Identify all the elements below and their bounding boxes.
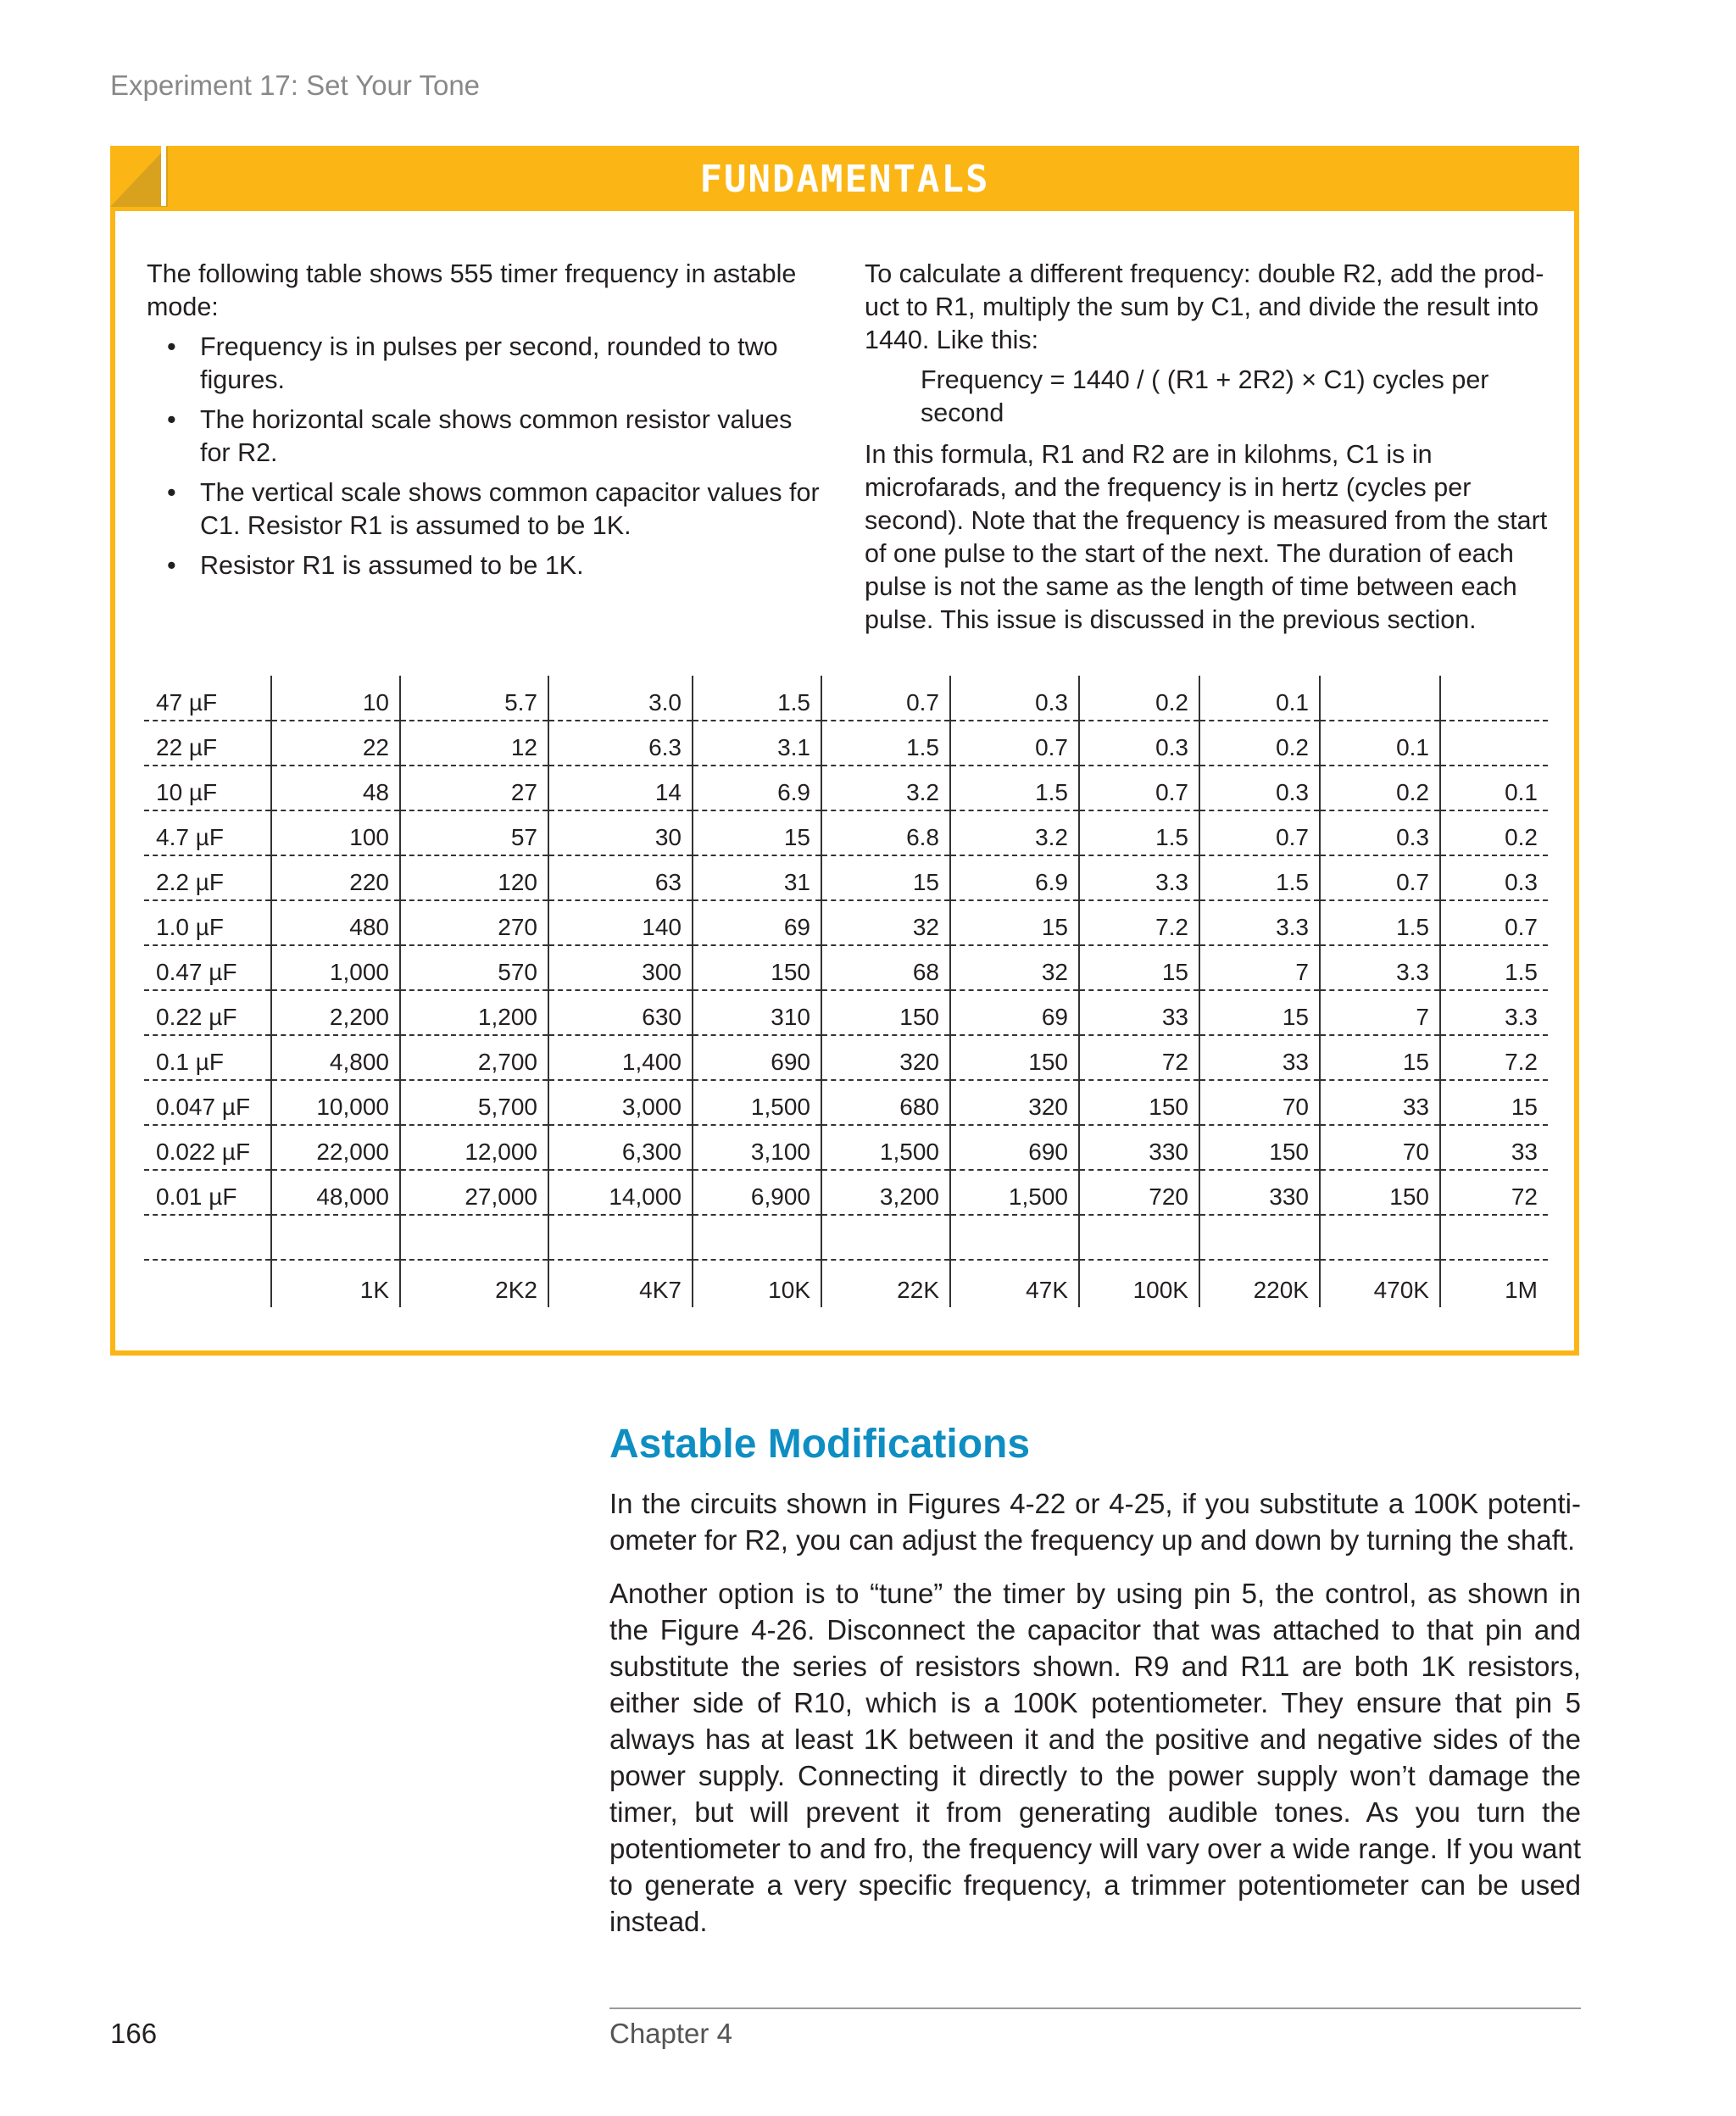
frequency-cell: 3.2: [821, 766, 950, 810]
frequency-cell: 3,100: [693, 1125, 821, 1170]
body-paragraph: Another option is to “tune” the timer by using pin 5, the control, as shown in the Figure 4-26. Disconnect the capacitor that was attached to that pin and substitute the series of resistors shown. R9 and R11 are both 1K resistors, either side of R10, which is a 100K potentiometer. They ensure that pin 5 always has at least 1K between it and the positive and negative sides of the power supply. Connecting it directly to the power supply won’t damage the timer, but will prevent it from generating audible tones. As you turn the potentiometer to and fro, the frequency will vary over a wide range. If you want to generate a very specific frequency, a trimmer potentiometer can be used instead.: [609, 1578, 1581, 1937]
frequency-cell: 22,000: [271, 1125, 400, 1170]
frequency-cell: 6.8: [821, 810, 950, 855]
frequency-cell: 300: [548, 945, 693, 990]
calc-paragraph: To calculate a different frequency: double R2, add the prod-uct to R1, multiply the sum by C1, and divide the result into 1440. Like this:: [865, 259, 1544, 354]
capacitor-label: 0.047 µF: [144, 1080, 271, 1125]
frequency-cell: 12,000: [400, 1125, 548, 1170]
frequency-cell: 6.3: [548, 721, 693, 766]
resistor-label: 47K: [950, 1260, 1079, 1307]
frequency-cell: 680: [821, 1080, 950, 1125]
frequency-cell: 100: [271, 810, 400, 855]
frequency-cell: 1.5: [821, 721, 950, 766]
bullet-item: • The vertical scale shows common capacitor values for C1. Resistor R1 is assumed to be 1K.: [147, 476, 825, 543]
frequency-cell: 10,000: [271, 1080, 400, 1125]
empty-cell: [1320, 1215, 1440, 1260]
frequency-cell: 480: [271, 900, 400, 945]
section-heading: Astable Modifications: [609, 1422, 1031, 1467]
frequency-cell: 270: [400, 900, 548, 945]
capacitor-label: 10 µF: [144, 766, 271, 810]
capacitor-label: 0.022 µF: [144, 1125, 271, 1170]
frequency-cell: 0.2: [1320, 766, 1440, 810]
capacitor-label: 0.22 µF: [144, 990, 271, 1035]
empty-cell: [271, 1215, 400, 1260]
frequency-cell: [1440, 721, 1548, 766]
frequency-cell: 0.1: [1199, 676, 1320, 721]
frequency-cell: 1,500: [821, 1125, 950, 1170]
frequency-cell: 1.5: [1440, 945, 1548, 990]
frequency-cell: 310: [693, 990, 821, 1035]
table-row: [144, 676, 1548, 721]
frequency-cell: 63: [548, 855, 693, 900]
frequency-cell: 0.7: [1199, 810, 1320, 855]
table-row: [144, 1035, 1548, 1080]
bullet-list: [147, 331, 825, 582]
frequency-cell: 150: [1079, 1080, 1199, 1125]
frequency-cell: 330: [1199, 1170, 1320, 1215]
frequency-cell: 0.3: [1440, 855, 1548, 900]
capacitor-label: 2.2 µF: [144, 855, 271, 900]
table-row: [144, 1125, 1548, 1170]
frequency-cell: 690: [693, 1035, 821, 1080]
frequency-cell: 5,700: [400, 1080, 548, 1125]
frequency-cell: 32: [950, 945, 1079, 990]
frequency-cell: 0.2: [1199, 721, 1320, 766]
frequency-cell: 1.5: [1199, 855, 1320, 900]
frequency-cell: 12: [400, 721, 548, 766]
frequency-cell: 3.0: [548, 676, 693, 721]
frequency-table: [144, 676, 1548, 1307]
frequency-cell: 3.1: [693, 721, 821, 766]
frequency-cell: 48,000: [271, 1170, 400, 1215]
frequency-cell: 0.7: [821, 676, 950, 721]
frequency-cell: 1,500: [950, 1170, 1079, 1215]
frequency-cell: 150: [950, 1035, 1079, 1080]
frequency-cell: 15: [950, 900, 1079, 945]
table-row: [144, 900, 1548, 945]
fundamentals-left-column: [147, 258, 825, 589]
frequency-cell: 0.1: [1320, 721, 1440, 766]
formula-explanation: In this formula, R1 and R2 are in kilohms, C1 is in microfarads, and the frequency is in hertz (cycles per second). Note that the frequency is measured from the start of one pulse to the start of the next. The duration of each pulse is not the same as the length of time between each pulse. This issue is discussed in the previous section.: [865, 440, 1548, 634]
frequency-cell: 630: [548, 990, 693, 1035]
frequency-cell: 31: [693, 855, 821, 900]
resistor-label: 10K: [693, 1260, 821, 1307]
frequency-cell: 6,900: [693, 1170, 821, 1215]
frequency-cell: 3.3: [1320, 945, 1440, 990]
frequency-cell: 1.5: [693, 676, 821, 721]
bullet-item: • Frequency is in pulses per second, rounded to two figures.: [147, 331, 825, 397]
table-row: [144, 990, 1548, 1035]
frequency-cell: 14: [548, 766, 693, 810]
frequency-cell: 15: [1320, 1035, 1440, 1080]
frequency-cell: 15: [1079, 945, 1199, 990]
frequency-cell: 3.3: [1440, 990, 1548, 1035]
frequency-cell: 0.7: [1440, 900, 1548, 945]
frequency-cell: 7.2: [1079, 900, 1199, 945]
frequency-cell: 7: [1199, 945, 1320, 990]
resistor-label: 22K: [821, 1260, 950, 1307]
frequency-cell: 70: [1320, 1125, 1440, 1170]
frequency-cell: 570: [400, 945, 548, 990]
frequency-cell: 0.2: [1079, 676, 1199, 721]
frequency-cell: 0.7: [950, 721, 1079, 766]
frequency-cell: 0.7: [1079, 766, 1199, 810]
resistor-label: 1M: [1440, 1260, 1548, 1307]
body-paragraph: In the circuits shown in Figures 4-22 or 4-25, if you substitute a 100K potenti-ometer for R2, you can adjust the frequency up and down by turning the shaft.: [609, 1488, 1581, 1556]
resistor-label: 1K: [271, 1260, 400, 1307]
frequency-cell: 2,200: [271, 990, 400, 1035]
frequency-cell: 15: [821, 855, 950, 900]
frequency-cell: 120: [400, 855, 548, 900]
frequency-cell: 220: [271, 855, 400, 900]
empty-cell: [1440, 1215, 1548, 1260]
frequency-cell: 6,300: [548, 1125, 693, 1170]
empty-cell: [144, 1215, 271, 1260]
frequency-cell: 150: [821, 990, 950, 1035]
frequency-cell: 3.2: [950, 810, 1079, 855]
frequency-cell: 1.5: [950, 766, 1079, 810]
frequency-cell: 69: [950, 990, 1079, 1035]
frequency-cell: 1.5: [1320, 900, 1440, 945]
frequency-cell: [1320, 676, 1440, 721]
resistor-label: 4K7: [548, 1260, 693, 1307]
fundamentals-title: FUNDAMENTALS: [699, 158, 990, 201]
frequency-cell: 32: [821, 900, 950, 945]
resistor-row: [144, 1260, 1548, 1307]
frequency-cell: 3.3: [1199, 900, 1320, 945]
frequency-cell: 1,000: [271, 945, 400, 990]
capacitor-label: 1.0 µF: [144, 900, 271, 945]
frequency-cell: 5.7: [400, 676, 548, 721]
frequency-cell: 7: [1320, 990, 1440, 1035]
resistor-label: 100K: [1079, 1260, 1199, 1307]
resistor-label: 220K: [1199, 1260, 1320, 1307]
empty-cell: [144, 1260, 271, 1307]
frequency-cell: 72: [1440, 1170, 1548, 1215]
chapter-label: Chapter 4: [609, 2018, 732, 2049]
capacitor-label: 47 µF: [144, 676, 271, 721]
table-row: [144, 1170, 1548, 1215]
frequency-cell: 7.2: [1440, 1035, 1548, 1080]
frequency-cell: 3.3: [1079, 855, 1199, 900]
capacitor-label: 0.47 µF: [144, 945, 271, 990]
frequency-cell: 0.3: [1320, 810, 1440, 855]
frequency-cell: 14,000: [548, 1170, 693, 1215]
frequency-cell: 0.3: [950, 676, 1079, 721]
frequency-cell: 30: [548, 810, 693, 855]
table-row: [144, 721, 1548, 766]
table-spacer-row: [144, 1215, 1548, 1260]
bullet-item: • The horizontal scale shows common resistor values for R2.: [147, 404, 825, 470]
table-row: [144, 1080, 1548, 1125]
table-row: [144, 766, 1548, 810]
footer-rule: [609, 2007, 1581, 2009]
frequency-cell: 150: [693, 945, 821, 990]
frequency-cell: 33: [1320, 1080, 1440, 1125]
frequency-cell: 150: [1320, 1170, 1440, 1215]
frequency-cell: 320: [950, 1080, 1079, 1125]
frequency-cell: 1.5: [1079, 810, 1199, 855]
frequency-cell: 57: [400, 810, 548, 855]
empty-cell: [548, 1215, 693, 1260]
resistor-label: 2K2: [400, 1260, 548, 1307]
frequency-cell: 72: [1079, 1035, 1199, 1080]
frequency-cell: 720: [1079, 1170, 1199, 1215]
running-head: Experiment 17: Set Your Tone: [110, 70, 481, 101]
frequency-cell: 15: [1199, 990, 1320, 1035]
frequency-cell: 150: [1199, 1125, 1320, 1170]
frequency-cell: 27: [400, 766, 548, 810]
frequency-cell: 6.9: [950, 855, 1079, 900]
empty-cell: [400, 1215, 548, 1260]
frequency-cell: 330: [1079, 1125, 1199, 1170]
empty-cell: [950, 1215, 1079, 1260]
table-row: [144, 810, 1548, 855]
frequency-cell: 22: [271, 721, 400, 766]
frequency-cell: 27,000: [400, 1170, 548, 1215]
empty-cell: [1079, 1215, 1199, 1260]
frequency-cell: 68: [821, 945, 950, 990]
frequency-cell: 33: [1199, 1035, 1320, 1080]
frequency-cell: 6.9: [693, 766, 821, 810]
frequency-formula: Frequency = 1440 / ( (R1 + 2R2) × C1) cycles per second: [921, 365, 1489, 427]
frequency-cell: 320: [821, 1035, 950, 1080]
resistor-label: 470K: [1320, 1260, 1440, 1307]
frequency-cell: 3,200: [821, 1170, 950, 1215]
frequency-cell: 3,000: [548, 1080, 693, 1125]
bullet-item: • Resistor R1 is assumed to be 1K.: [147, 549, 825, 582]
frequency-cell: 1,500: [693, 1080, 821, 1125]
frequency-cell: 0.2: [1440, 810, 1548, 855]
table-row: [144, 945, 1548, 990]
empty-cell: [693, 1215, 821, 1260]
fundamentals-right-column: [865, 258, 1560, 643]
frequency-cell: 140: [548, 900, 693, 945]
frequency-cell: 4,800: [271, 1035, 400, 1080]
frequency-cell: 0.3: [1079, 721, 1199, 766]
frequency-cell: 0.7: [1320, 855, 1440, 900]
frequency-cell: 0.1: [1440, 766, 1548, 810]
frequency-cell: 69: [693, 900, 821, 945]
frequency-cell: 15: [1440, 1080, 1548, 1125]
frequency-cell: 33: [1440, 1125, 1548, 1170]
frequency-cell: 15: [693, 810, 821, 855]
frequency-cell: 0.3: [1199, 766, 1320, 810]
frequency-cell: 690: [950, 1125, 1079, 1170]
frequency-cell: 2,700: [400, 1035, 548, 1080]
capacitor-label: 0.01 µF: [144, 1170, 271, 1215]
frequency-cell: 70: [1199, 1080, 1320, 1125]
table-intro: The following table shows 555 timer frequency in astable mode:: [147, 259, 797, 321]
capacitor-label: 22 µF: [144, 721, 271, 766]
page-number: 166: [110, 2018, 158, 2049]
empty-cell: [821, 1215, 950, 1260]
section-body: [609, 1485, 1581, 1957]
frequency-cell: [1440, 676, 1548, 721]
empty-cell: [1199, 1215, 1320, 1260]
frequency-cell: 33: [1079, 990, 1199, 1035]
table-row: [144, 855, 1548, 900]
capacitor-label: 0.1 µF: [144, 1035, 271, 1080]
frequency-cell: 1,400: [548, 1035, 693, 1080]
frequency-cell: 10: [271, 676, 400, 721]
frequency-cell: 1,200: [400, 990, 548, 1035]
capacitor-label: 4.7 µF: [144, 810, 271, 855]
frequency-cell: 48: [271, 766, 400, 810]
